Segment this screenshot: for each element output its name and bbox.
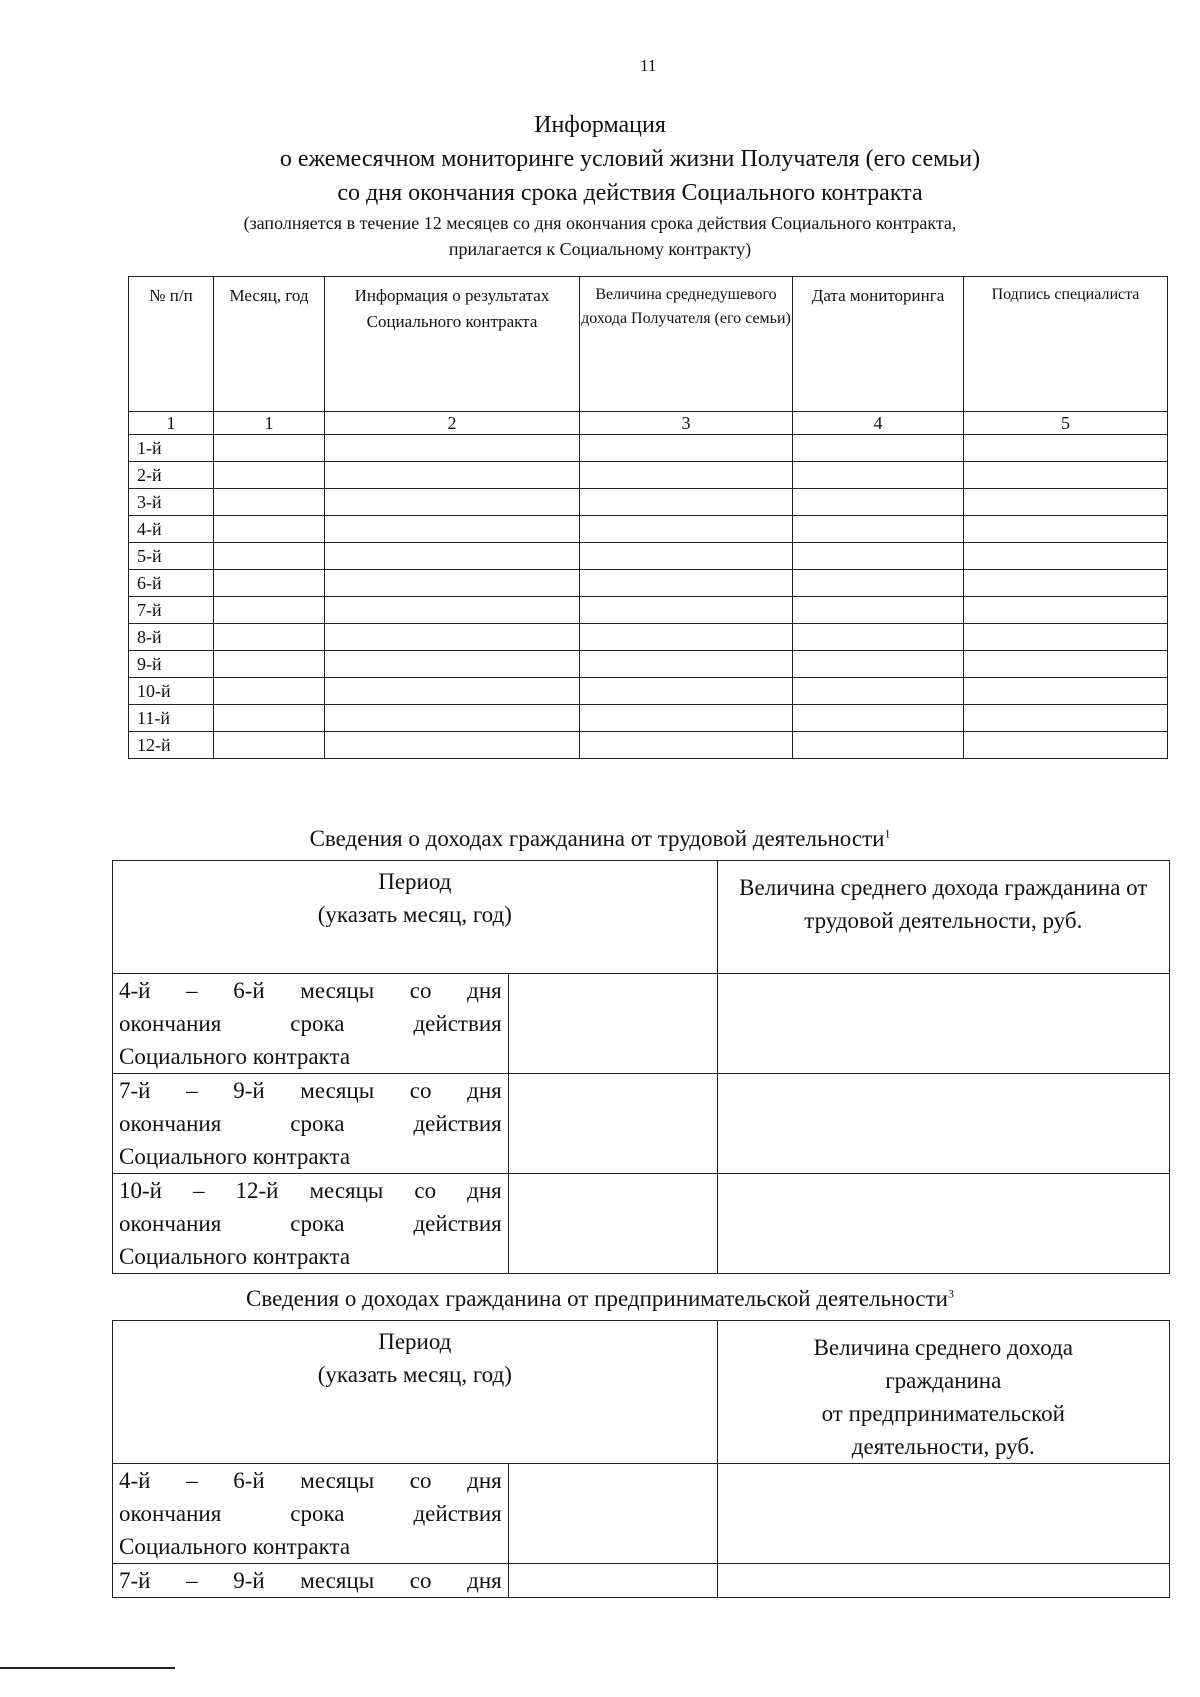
monitoring-header-row (129, 277, 1168, 412)
results-cell[interactable] (325, 705, 580, 732)
month-year-cell[interactable] (214, 570, 325, 597)
month-label: 9-й (129, 651, 214, 678)
signature-cell[interactable] (964, 489, 1168, 516)
month-row (129, 489, 1168, 516)
income-cell[interactable] (580, 651, 793, 678)
results-cell[interactable] (325, 435, 580, 462)
month-row (129, 624, 1168, 651)
results-cell[interactable] (325, 516, 580, 543)
value-header-line: деятельности, руб. (851, 1434, 1035, 1459)
month-label: 7-й (129, 597, 214, 624)
period-line: 7-й – 9-й месяцы со дня (119, 1078, 502, 1103)
header-month-year: Месяц, год (214, 277, 325, 412)
income-value-cell[interactable] (717, 1174, 1169, 1274)
footnote-mark: 1 (884, 826, 891, 841)
month-year-cell[interactable] (214, 489, 325, 516)
period-header-note: (указать месяц, год) (317, 1362, 512, 1387)
header-results-info: Информация о результатах Социального контракта (325, 277, 580, 412)
date-cell[interactable] (793, 462, 964, 489)
date-cell[interactable] (793, 705, 964, 732)
month-label: 12-й (129, 732, 214, 759)
signature-cell[interactable] (964, 570, 1168, 597)
signature-cell[interactable] (964, 597, 1168, 624)
month-label: 5-й (129, 543, 214, 570)
document-title (0, 108, 1200, 262)
period-line: Социального контракта (119, 1534, 351, 1559)
month-year-cell[interactable] (214, 597, 325, 624)
month-row (129, 435, 1168, 462)
income-cell[interactable] (580, 624, 793, 651)
period-label (113, 1564, 509, 1598)
month-year-cell[interactable] (214, 732, 325, 759)
value-header-line: гражданина (885, 1368, 1002, 1393)
results-cell[interactable] (325, 624, 580, 651)
results-cell[interactable] (325, 462, 580, 489)
period-input-cell[interactable] (508, 1464, 717, 1564)
labor-income-title (0, 826, 1200, 852)
footnote-mark: 3 (947, 1286, 954, 1301)
signature-cell[interactable] (964, 705, 1168, 732)
income-value-cell[interactable] (717, 1074, 1169, 1174)
month-label: 2-й (129, 462, 214, 489)
date-cell[interactable] (793, 624, 964, 651)
period-line: 7-й – 9-й месяцы со дня (119, 1568, 502, 1593)
header-number: № п/п (129, 277, 214, 412)
month-label: 4-й (129, 516, 214, 543)
income-cell[interactable] (580, 516, 793, 543)
income-value-cell[interactable] (717, 974, 1169, 1074)
period-line: окончания срока действия (119, 1011, 502, 1036)
month-label: 6-й (129, 570, 214, 597)
month-row (129, 543, 1168, 570)
month-row (129, 678, 1168, 705)
signature-cell[interactable] (964, 543, 1168, 570)
month-year-cell[interactable] (214, 516, 325, 543)
labor-income-table (112, 860, 1170, 1274)
period-line: 4-й – 6-й месяцы со дня (119, 978, 502, 1003)
title-line-1: Информация (534, 112, 666, 138)
business-header-row (113, 1321, 1170, 1464)
month-label: 10-й (129, 678, 214, 705)
period-line: Социального контракта (119, 1244, 351, 1269)
income-cell[interactable] (580, 462, 793, 489)
month-label: 8-й (129, 624, 214, 651)
month-year-cell[interactable] (214, 705, 325, 732)
signature-cell[interactable] (964, 462, 1168, 489)
labor-value-header: Величина среднего дохода гражданина от трудовой деятельности, руб. (717, 861, 1169, 974)
results-cell[interactable] (325, 570, 580, 597)
period-line: окончания срока действия (119, 1211, 502, 1236)
income-value-cell[interactable] (717, 1564, 1169, 1598)
income-cell[interactable] (580, 435, 793, 462)
date-cell[interactable] (793, 543, 964, 570)
labor-header-row (113, 861, 1170, 974)
date-cell[interactable] (793, 570, 964, 597)
period-input-cell[interactable] (508, 1564, 717, 1598)
period-input-cell[interactable] (508, 1074, 717, 1174)
month-label: 1-й (129, 435, 214, 462)
period-label (113, 974, 509, 1074)
date-cell[interactable] (793, 516, 964, 543)
results-cell[interactable] (325, 651, 580, 678)
period-header-label: Период (378, 1329, 452, 1354)
business-income-table (112, 1320, 1170, 1598)
month-row (129, 570, 1168, 597)
footnote-separator (0, 1667, 175, 1669)
labor-period-row (113, 974, 1170, 1074)
signature-cell[interactable] (964, 678, 1168, 705)
month-year-cell[interactable] (214, 462, 325, 489)
period-header (113, 861, 718, 974)
income-cell[interactable] (580, 732, 793, 759)
labor-title-text: Сведения о доходах гражданина от трудовой деятельности (309, 826, 885, 851)
income-value-cell[interactable] (717, 1464, 1169, 1564)
business-income-title (0, 1286, 1200, 1312)
month-year-cell[interactable] (214, 678, 325, 705)
month-label: 11-й (129, 705, 214, 732)
title-line-3: со дня окончания срока действия Социального контракта (337, 180, 923, 206)
income-cell[interactable] (580, 678, 793, 705)
month-row (129, 597, 1168, 624)
column-number: 4 (793, 412, 964, 435)
column-number: 2 (325, 412, 580, 435)
period-line: 10-й – 12-й месяцы со дня (119, 1178, 502, 1203)
month-year-cell[interactable] (214, 624, 325, 651)
period-line: Социального контракта (119, 1144, 351, 1169)
month-row (129, 462, 1168, 489)
results-cell[interactable] (325, 489, 580, 516)
period-line: окончания срока действия (119, 1111, 502, 1136)
business-title-text: Сведения о доходах гражданина от предпринимательской деятельности (246, 1286, 948, 1311)
business-period-row (113, 1464, 1170, 1564)
labor-period-row (113, 1074, 1170, 1174)
month-row (129, 651, 1168, 678)
month-row (129, 732, 1168, 759)
results-cell[interactable] (325, 732, 580, 759)
column-number: 1 (129, 412, 214, 435)
period-header-note: (указать месяц, год) (317, 902, 512, 927)
header-specialist-signature: Подпись специалиста (964, 277, 1168, 412)
period-line: окончания срока действия (119, 1501, 502, 1526)
month-label: 3-й (129, 489, 214, 516)
income-cell[interactable] (580, 705, 793, 732)
page-number: 11 (640, 56, 657, 75)
date-cell[interactable] (793, 435, 964, 462)
business-value-header (717, 1321, 1169, 1464)
title-line-2: о ежемесячном мониторинге условий жизни Получателя (его семьи) (279, 146, 981, 172)
period-label (113, 1464, 509, 1564)
income-cell[interactable] (580, 489, 793, 516)
income-cell[interactable] (580, 543, 793, 570)
results-cell[interactable] (325, 597, 580, 624)
signature-cell[interactable] (964, 435, 1168, 462)
signature-cell[interactable] (964, 624, 1168, 651)
date-cell[interactable] (793, 597, 964, 624)
month-row (129, 705, 1168, 732)
signature-cell[interactable] (964, 651, 1168, 678)
month-row (129, 516, 1168, 543)
period-line: Социального контракта (119, 1044, 351, 1069)
date-cell[interactable] (793, 732, 964, 759)
date-cell[interactable] (793, 489, 964, 516)
value-header-line: от предпринимательской (821, 1401, 1065, 1426)
signature-cell[interactable] (964, 516, 1168, 543)
date-cell[interactable] (793, 651, 964, 678)
period-label (113, 1074, 509, 1174)
period-line: 4-й – 6-й месяцы со дня (119, 1468, 502, 1493)
title-note-2: прилагается к Социальному контракту) (448, 239, 752, 259)
value-header-line: Величина среднего дохода (813, 1335, 1074, 1360)
month-year-cell[interactable] (214, 543, 325, 570)
column-number: 3 (580, 412, 793, 435)
column-number: 5 (964, 412, 1168, 435)
business-period-row (113, 1564, 1170, 1598)
header-per-capita-income: Величина среднедушевого дохода Получателя (его семьи) (580, 277, 793, 412)
month-year-cell[interactable] (214, 435, 325, 462)
period-header-label: Период (378, 869, 452, 894)
period-input-cell[interactable] (508, 974, 717, 1074)
income-cell[interactable] (580, 570, 793, 597)
period-label (113, 1174, 509, 1274)
column-number: 1 (214, 412, 325, 435)
date-cell[interactable] (793, 678, 964, 705)
month-year-cell[interactable] (214, 651, 325, 678)
period-input-cell[interactable] (508, 1174, 717, 1274)
labor-period-row (113, 1174, 1170, 1274)
results-cell[interactable] (325, 543, 580, 570)
column-number-row (129, 412, 1168, 435)
title-note-1: (заполняется в течение 12 месяцев со дня окончания срока действия Социального контракта, (243, 213, 957, 233)
results-cell[interactable] (325, 678, 580, 705)
header-monitoring-date: Дата мониторинга (793, 277, 964, 412)
monitoring-table (128, 276, 1168, 759)
signature-cell[interactable] (964, 732, 1168, 759)
income-cell[interactable] (580, 597, 793, 624)
period-header (113, 1321, 718, 1464)
